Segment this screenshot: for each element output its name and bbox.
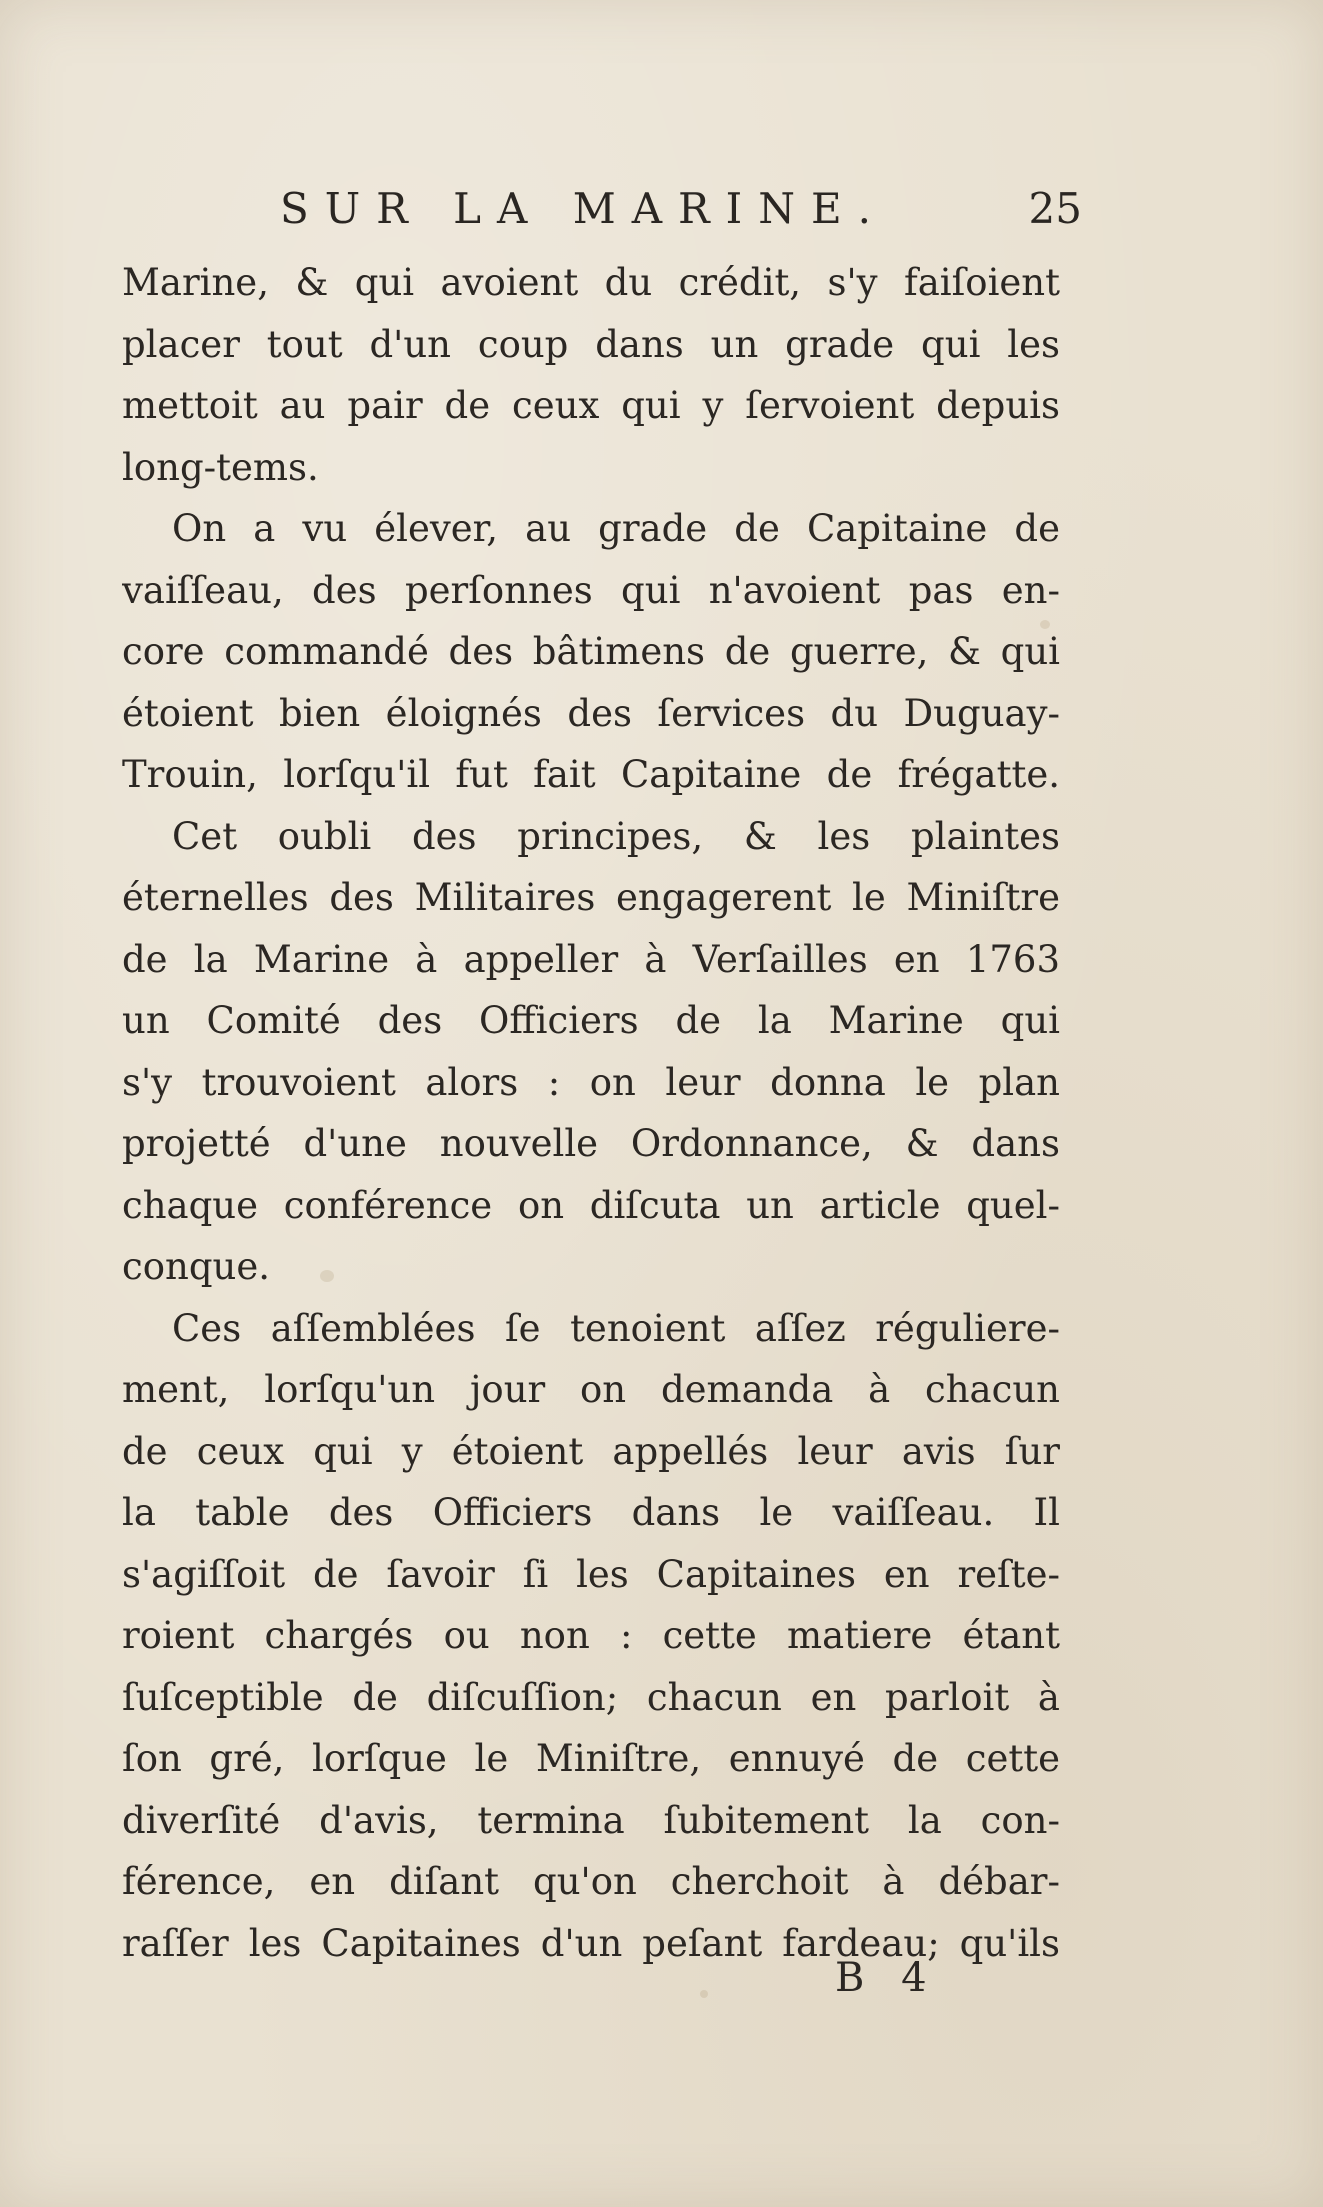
text-line: Cet oubli des principes, & les plaintes bbox=[172, 814, 1060, 858]
text-line: long-tems. bbox=[122, 445, 319, 489]
text-line: férence, en diſant qu'on cherchoit à débar- bbox=[122, 1860, 1060, 1903]
text-line: de ceux qui y étoient appellés leur avis ſur bbox=[122, 1429, 1060, 1473]
text-line: s'y trouvoient alors : on leur donna le plan bbox=[122, 1060, 1060, 1104]
signature-mark: B 4 bbox=[835, 1955, 939, 2001]
text-line: core commandé des bâtimens de guerre, & qui bbox=[122, 630, 1060, 673]
body-text bbox=[122, 252, 1060, 1974]
text-line: diverſité d'avis, termina ſubitement la con- bbox=[122, 1798, 1060, 1842]
text-line: Marine, & qui avoient du crédit, s'y faiſoient bbox=[122, 261, 1060, 304]
text-line: vaiſſeau, des perſonnes qui n'avoient pas en- bbox=[122, 568, 1060, 612]
text-line: un Comité des Officiers de la Marine qui bbox=[122, 999, 1060, 1042]
text-line: placer tout d'un coup dans un grade qui les bbox=[122, 322, 1060, 366]
text-line: ſuſceptible de diſcuſſion; chacun en parloit à bbox=[122, 1675, 1060, 1719]
text-line: la table des Officiers dans le vaiſſeau. Il bbox=[122, 1491, 1060, 1534]
text-line: raſſer les Capitaines d'un peſant fardeau; qu'ils bbox=[122, 1921, 1060, 1965]
text-line: conque. bbox=[122, 1245, 270, 1288]
text-line: de la Marine à appeller à Verſailles en 1763 bbox=[122, 937, 1060, 981]
text-line: ment, lorſqu'un jour on demanda à chacun bbox=[122, 1368, 1060, 1411]
foxing-spot bbox=[700, 1990, 708, 1998]
text-line: ſon gré, lorſque le Miniſtre, ennuyé de cette bbox=[122, 1737, 1060, 1780]
text-line: étoient bien éloignés des ſervices du Duguay- bbox=[122, 691, 1060, 735]
page-number: 25 bbox=[1028, 184, 1082, 233]
text-line: mettoit au pair de ceux qui y ſervoient depuis bbox=[122, 384, 1060, 427]
text-line: chaque conférence on diſcuta un article quel- bbox=[122, 1183, 1060, 1227]
text-line: On a vu élever, au grade de Capitaine de bbox=[172, 507, 1060, 550]
text-line: roient chargés ou non : cette matiere étant bbox=[122, 1614, 1060, 1657]
running-title: SUR LA MARINE. bbox=[280, 184, 888, 233]
text-line: éternelles des Militaires engagerent le Miniſtre bbox=[122, 876, 1060, 919]
page-header bbox=[122, 178, 1082, 248]
text-line: Ces aſſemblées ſe tenoient aſſez réguliere- bbox=[172, 1306, 1060, 1350]
text-line: s'agiſſoit de ſavoir ſi les Capitaines en reſte- bbox=[122, 1552, 1060, 1596]
text-line: Trouin, lorſqu'il fut fait Capitaine de frégatte. bbox=[122, 753, 1060, 796]
text-line: projetté d'une nouvelle Ordonnance, & dans bbox=[122, 1122, 1060, 1165]
